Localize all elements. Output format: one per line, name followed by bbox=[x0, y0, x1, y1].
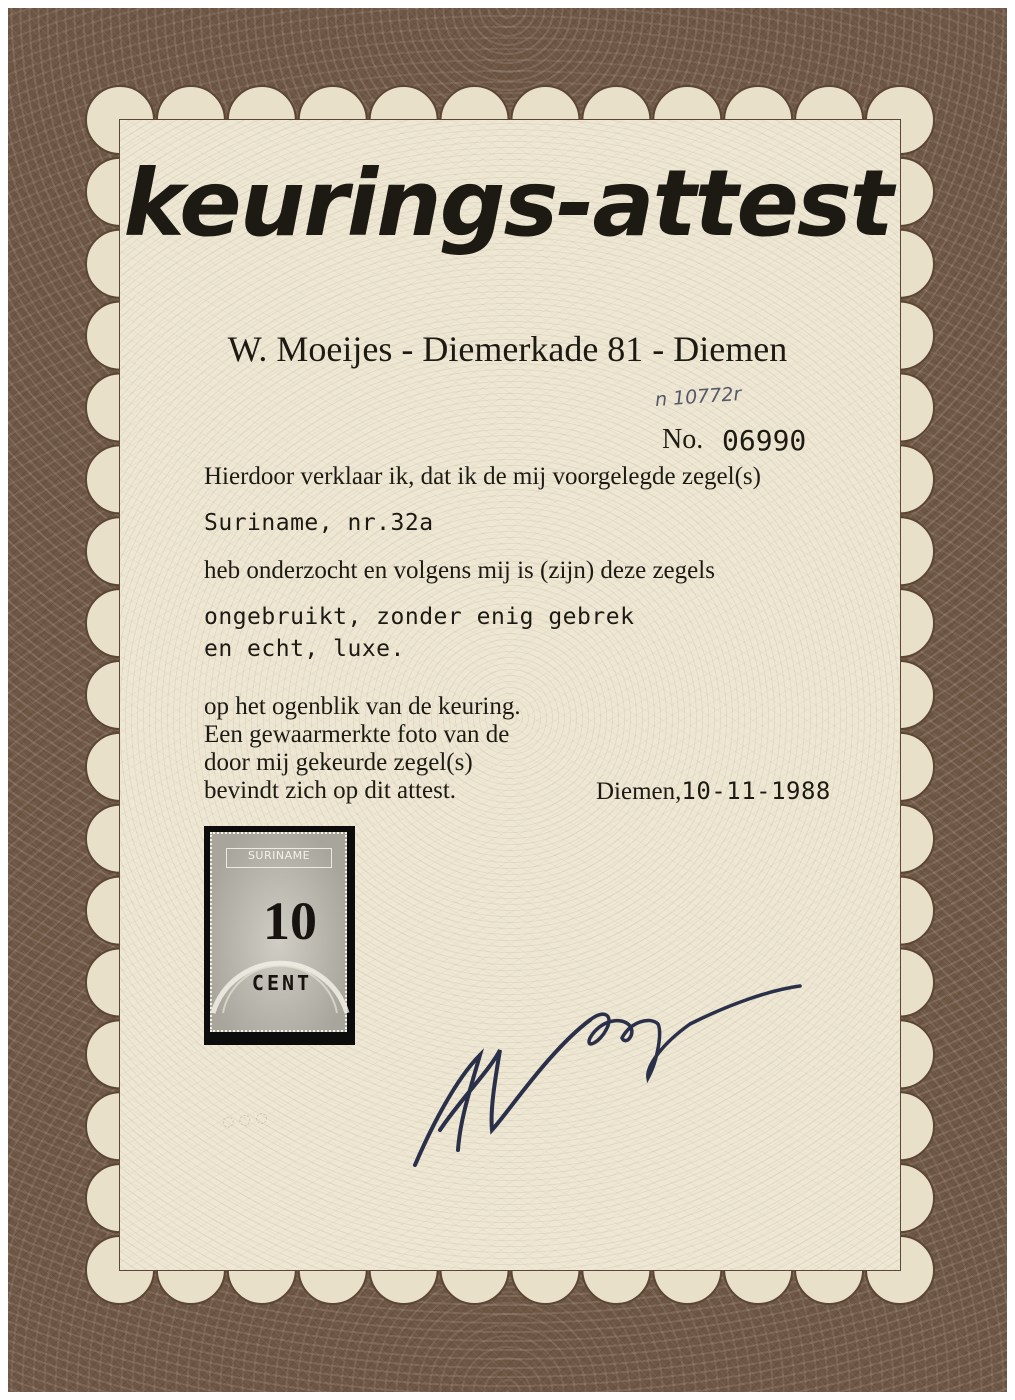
faint-embossing: ◌ ◌ ◌ bbox=[221, 1109, 269, 1131]
condition-line-1: ongebruikt, zonder enig gebrek bbox=[204, 604, 635, 630]
statement-line-6: bevindt zich op dit attest. bbox=[204, 777, 457, 804]
certificate-number-label: No. bbox=[662, 424, 704, 455]
certificate-number: 06990 bbox=[722, 424, 807, 457]
stamp-unit: CENT bbox=[251, 971, 313, 995]
statement-line-2: heb onderzocht en volgens mij is (zijn) deze zegels bbox=[204, 557, 715, 584]
statement-line-5: door mij gekeurde zegel(s) bbox=[204, 749, 473, 776]
issuer-address: W. Moeijes - Diemerkade 81 - Diemen bbox=[227, 329, 788, 369]
condition-line-2: en echt, luxe. bbox=[204, 636, 405, 662]
stamp-identification: Suriname, nr.32a bbox=[204, 510, 434, 536]
stamp-value: 10 bbox=[263, 891, 317, 951]
statement-line-3: op het ogenblik van de keuring. bbox=[204, 693, 521, 720]
statement-line-4: Een gewaarmerkte foto van de bbox=[204, 721, 510, 748]
signature bbox=[400, 960, 820, 1180]
embossed-seal-icon bbox=[195, 955, 365, 1015]
place-label: Diemen, bbox=[596, 778, 682, 805]
handwritten-note: n 10772r bbox=[654, 383, 743, 411]
place-date bbox=[596, 777, 831, 806]
certificate-title: keurings-attest bbox=[123, 150, 892, 257]
stamp-country: SURINAME bbox=[226, 848, 332, 868]
date-value: 10-11-1988 bbox=[681, 777, 831, 805]
statement-line-1: Hierdoor verklaar ik, dat ik de mij voorgelegde zegel(s) bbox=[204, 463, 761, 490]
